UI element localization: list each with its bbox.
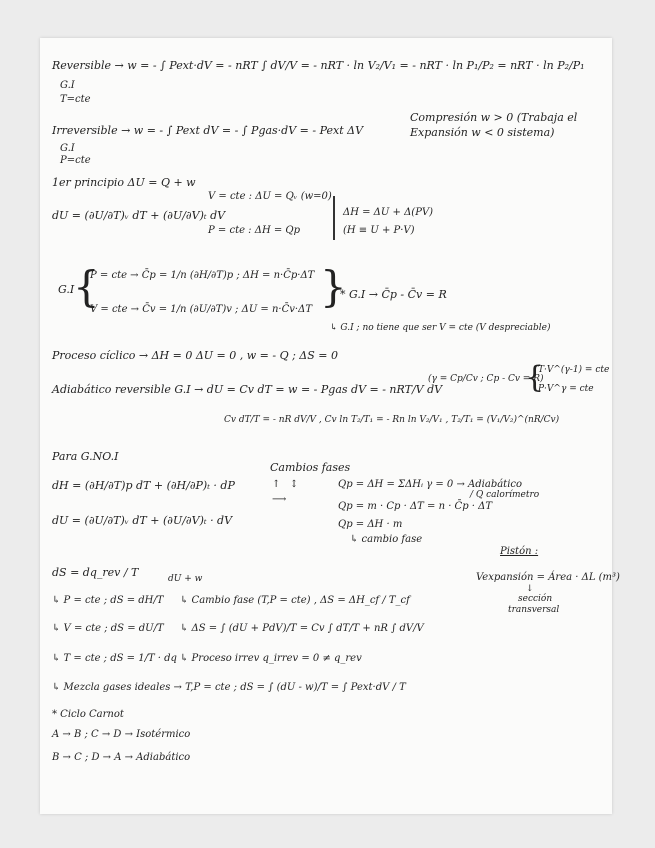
piston-section: sección [518, 594, 553, 604]
poisson-tv: T·V^(γ-1) = cte [538, 365, 610, 375]
first-law-title: 1er principio ΔU = Q + w [52, 176, 196, 189]
entropy-du-w: dU + w [168, 574, 203, 584]
mayer-relation: * G.I → C̄p - C̄v = R [340, 288, 447, 301]
phase-adiabatic: Qp = ΔH = ΣΔHᵢ γ = 0 → Adiabático [338, 479, 523, 490]
first-law-p-cte: P = cte : ΔH = Qp [208, 225, 301, 236]
enthalpy-definition: (H ≡ U + P·V) [343, 225, 415, 236]
cv-definition: V = cte → C̄v = 1/n (∂U/∂T)v ; ΔU = n·C̄v·ΔT [90, 304, 312, 315]
reversible-condition-gi: G.I [60, 80, 75, 91]
first-law-du: dU = (∂U/∂T)ᵥ dT + (∂U/∂V)ₜ dV [52, 209, 226, 222]
reversible-condition-t: T=cte [60, 94, 91, 105]
enthalpy-relation: ΔH = ΔU + Δ(PV) [343, 207, 434, 218]
entropy-p-cte: ↳ P = cte ; dS = dH/T [52, 595, 164, 606]
compression-note: Compresión w > 0 (Trabaja el [410, 111, 578, 124]
non-ideal-dh: dH = (∂H/∂T)p dT + (∂H/∂P)ₜ · dP [52, 479, 235, 492]
entropy-irreversible: ↳ Proceso irrev q_irrev = 0 ≠ q_rev [180, 653, 362, 664]
entropy-t-cte: ↳ T = cte ; dS = 1/T · dq [52, 653, 177, 664]
gi-block-label: G.I [58, 283, 75, 296]
piston-arrow: ↓ [526, 584, 534, 594]
reversible-formula: Reversible → w = - ∫ Pext·dV = - nRT ∫ dV/V = - nRT · ln V₂/V₁ = - nRT · ln P₁/P₂ = nRT · ln P₂/P₁ [52, 59, 585, 72]
entropy-mixture: ↳ Mezcla gases ideales → T,P = cte ; dS = ∫ (dU - w)/T = ∫ Pext·dV / T [52, 682, 406, 693]
poisson-pv: P·V^γ = cte [538, 384, 594, 394]
notebook-page [40, 38, 620, 814]
adiabatic-integrated: Cv dT/T = - nR dV/V , Cv ln T₂/T₁ = - Rn ln V₂/V₁ , T₂/T₁ = (V₁/V₂)^(nR/Cv) [224, 415, 560, 425]
poisson-brace: { [525, 360, 545, 395]
adiabatic-gamma: (γ = Cp/Cv ; Cp - Cv = R) [428, 374, 544, 384]
phase-change-note: ↳ cambio fase [350, 534, 423, 545]
piston-transversal: transversal [508, 605, 560, 615]
entropy-v-cte: ↳ V = cte ; dS = dU/T [52, 623, 164, 634]
non-ideal-title: Para G.NO.I [52, 450, 119, 463]
carnot-isothermal: A → B ; C → D → Isotérmico [52, 729, 191, 740]
expansion-note: Expansión w < 0 sistema) [410, 126, 555, 139]
cp-definition: P = cte → C̄p = 1/n (∂H/∂T)p ; ΔH = n·C̄p·ΔT [90, 270, 315, 281]
non-ideal-du: dU = (∂U/∂T)ᵥ dT + (∂U/∂V)ₜ · dV [52, 514, 233, 527]
right-brace: } [320, 262, 347, 311]
separator-line [333, 196, 335, 240]
left-brace: { [73, 262, 100, 311]
entropy-integral: ↳ ΔS = ∫ (dU + PdV)/T = Cv ∫ dT/T + nR ∫ dV/V [180, 623, 424, 634]
phase-latent-heat: Qp = ΔH · m [338, 519, 403, 530]
piston-formula: Vexpansión = Área · ΔL (m³) [476, 572, 620, 583]
entropy-definition: dS = dq_rev / T [52, 566, 139, 579]
adiabatic-formula: Adiabático reversible G.I → dU = Cv dT = w = - Pgas dV = - nRT/V dV [52, 383, 443, 396]
piston-title: Pistón : [500, 546, 539, 557]
phase-heat-capacity: Qp = m · Cp · ΔT = n · C̄p · ΔT [338, 501, 493, 512]
phase-calorimeter: / Q calorímetro [470, 490, 540, 500]
mayer-note: ↳ G.I ; no tiene que ser V = cte (V despreciable) [330, 323, 551, 333]
cyclic-process: Proceso cíclico → ΔH = 0 ΔU = 0 , w = - Q ; ΔS = 0 [52, 349, 338, 362]
entropy-phase-change: ↳ Cambio fase (T,P = cte) , ΔS = ΔH_cf / T_cf [180, 595, 410, 606]
carnot-adiabatic: B → C ; D → A → Adiabático [52, 752, 191, 763]
irreversible-condition-gi: G.I [60, 143, 75, 154]
carnot-title: * Ciclo Carnot [52, 709, 124, 720]
phase-arrows: ↑ ↕ [272, 479, 299, 490]
phase-arrow-right: ⟶ [272, 494, 287, 505]
irreversible-condition-p: P=cte [60, 155, 91, 166]
first-law-v-cte: V = cte : ΔU = Qᵥ (w=0) [208, 191, 332, 202]
irreversible-formula: Irreversible → w = - ∫ Pext dV = - ∫ Pgas·dV = - Pext ΔV [52, 124, 364, 137]
phase-change-title: Cambios fases [270, 461, 351, 474]
